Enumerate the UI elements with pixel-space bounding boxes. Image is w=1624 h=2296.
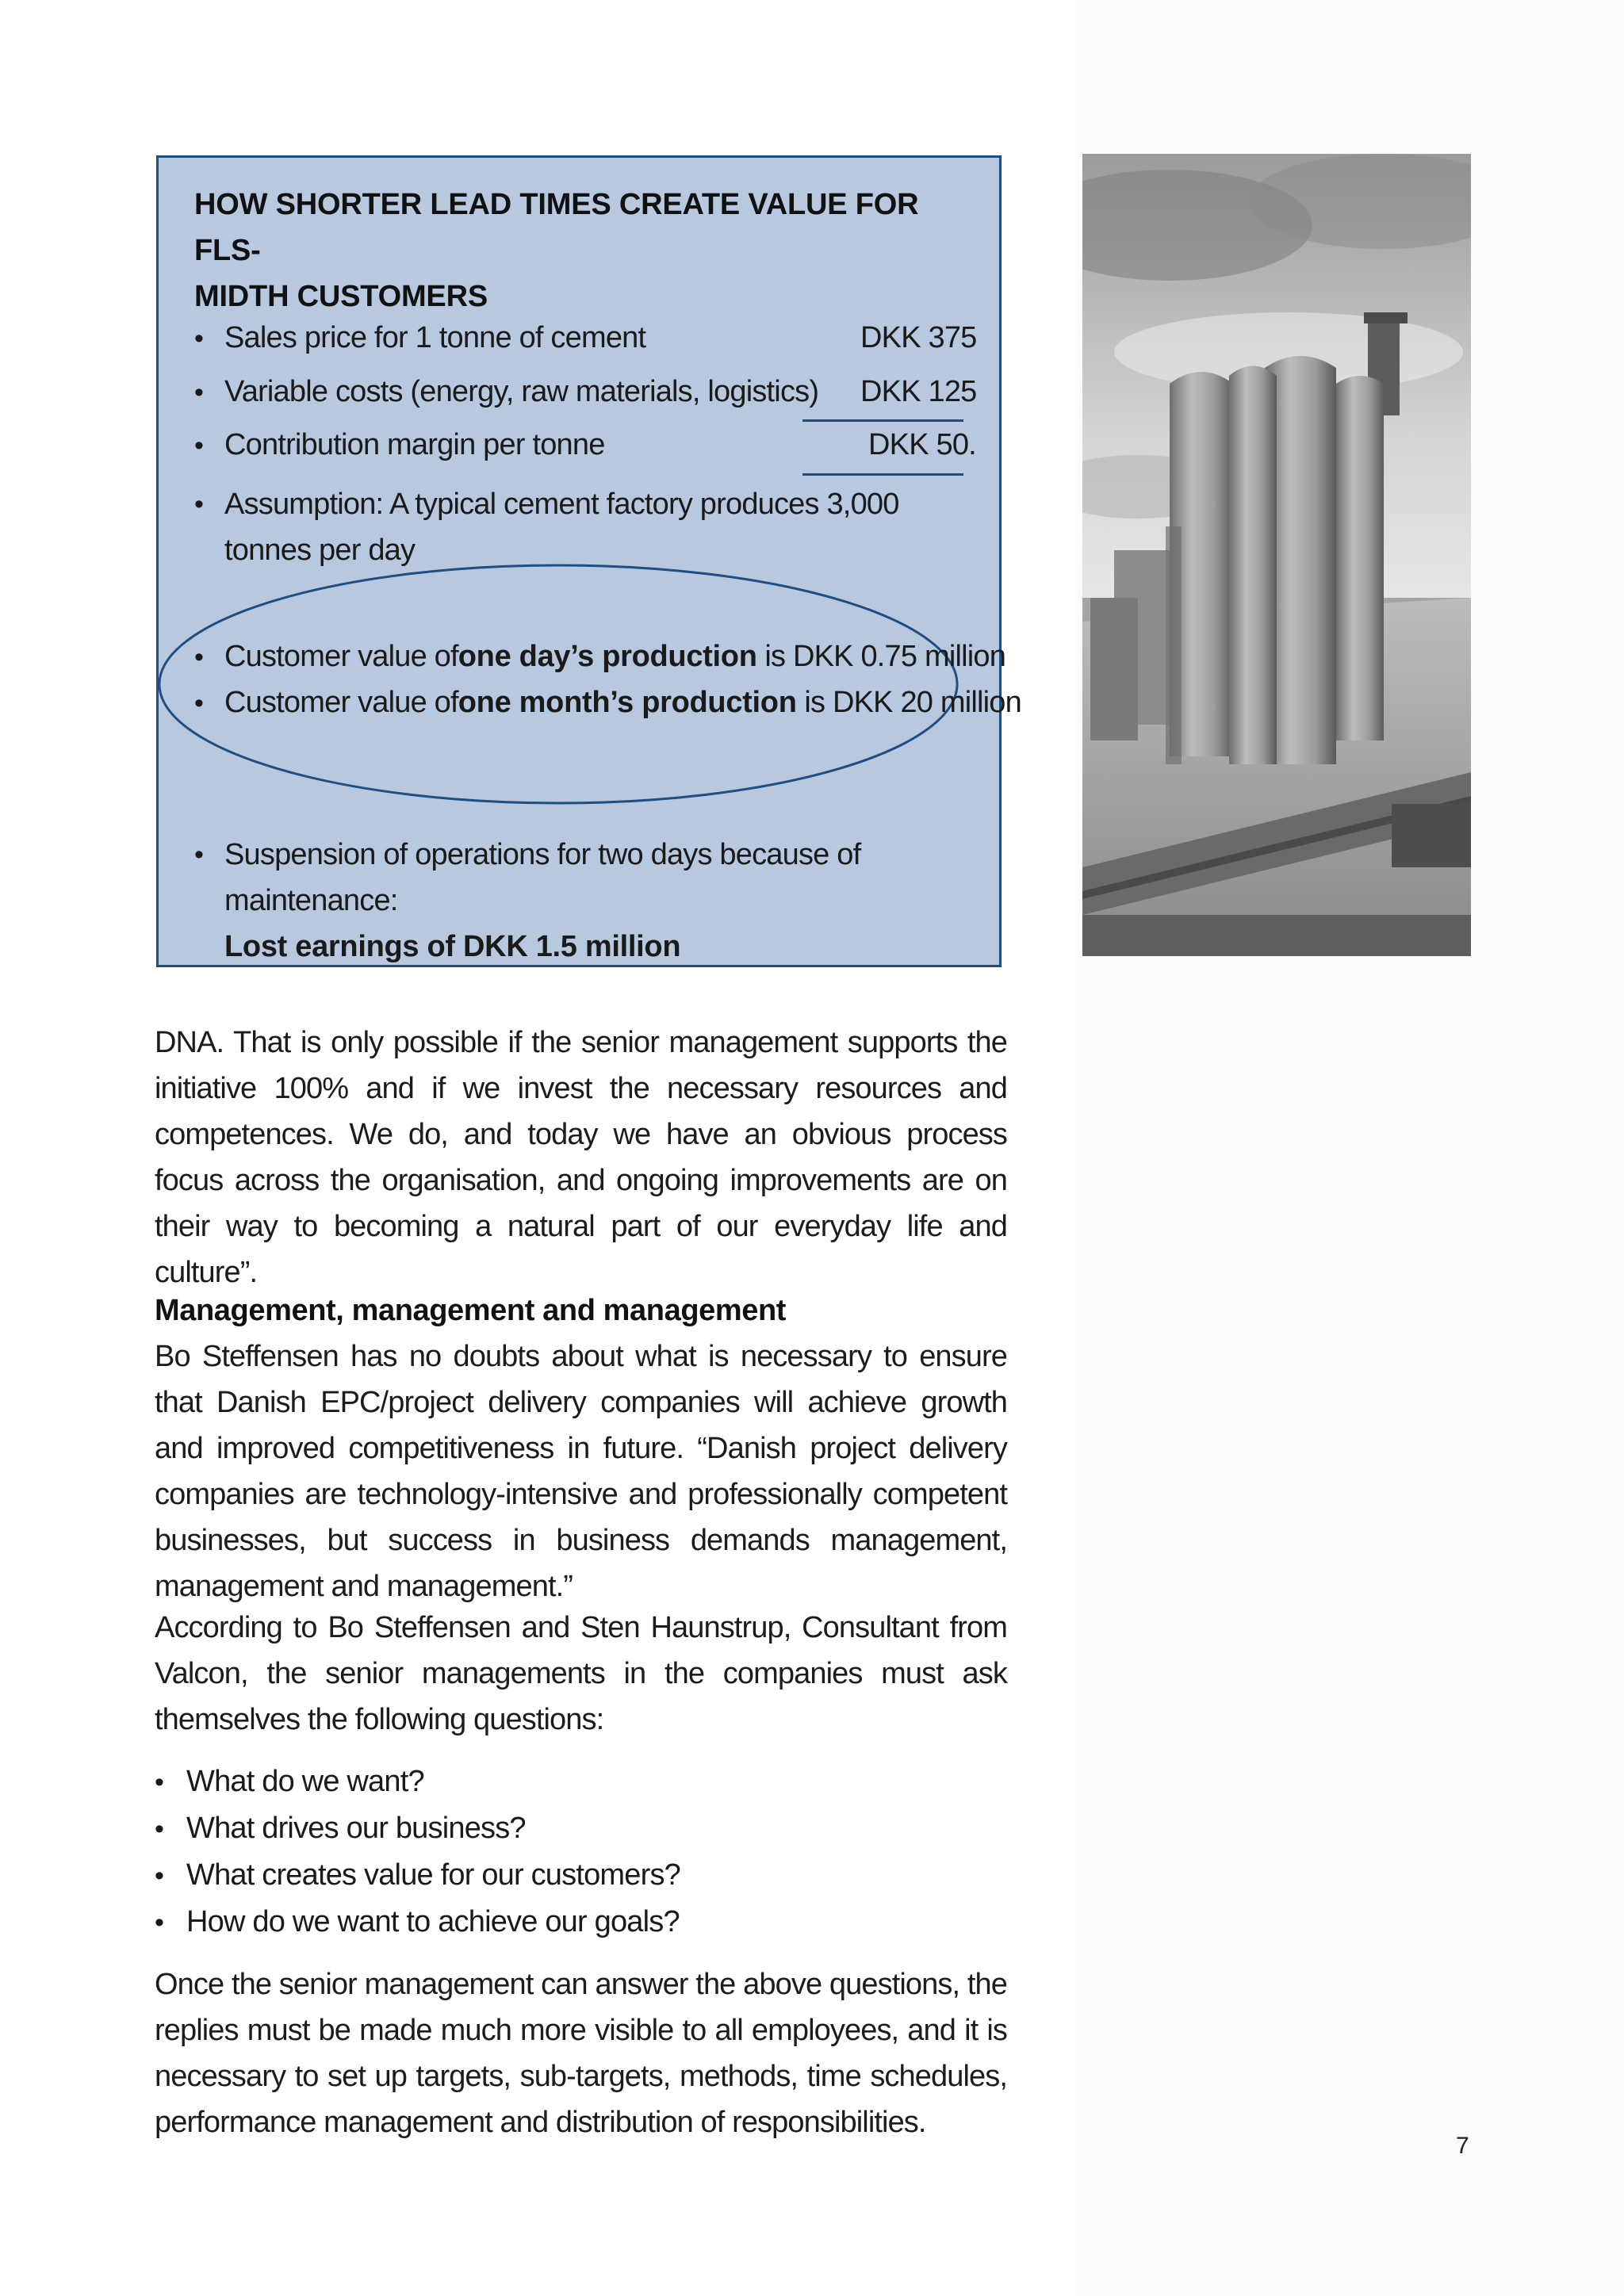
list-item: • What creates value for our customers? — [155, 1858, 681, 1892]
list-item: • What drives our business? — [155, 1812, 526, 1845]
lead-time-value-box — [156, 155, 1021, 967]
cement-silos-photo — [1082, 154, 1471, 956]
paragraph-steffensen: Bo Steffensen has no doubts about what is necessary to ensure that Danish EPC/project delivery companies will achieve growth and improved competitiveness in future. “Danish project delivery companies are technology-intensive and professionally competent businesses, but success in business demands management, management and management.” — [155, 1340, 1007, 1603]
row-sales-price: • Sales price for 1 tonne of cement DKK 375 — [194, 315, 645, 362]
list-item: • What do we want? — [155, 1765, 424, 1798]
value-one-month: • Customer value ofone month’s production is DKK 20 million — [194, 686, 1021, 719]
value-one-day: • Customer value ofone day’s production is DKK 0.75 million — [194, 640, 1006, 673]
suspension-text: • Suspension of operations for two days because of maintenance: Lost earnings of DKK 1.5 million — [224, 832, 986, 970]
row-variable-costs: • Variable costs (energy, raw materials, logistics) DKK 125 — [194, 369, 818, 415]
section-heading: Management, management and management — [155, 1294, 787, 1327]
paragraph-conclusion: Once the senior management can answer the above questions, the replies must be made much more visible to all employees, and it is necessary to set up targets, sub-targets, methods, time schedules, performance management and distribution of responsibilities. — [155, 1968, 1007, 2139]
paragraph-dna: DNA. That is only possible if the senior management supports the initiative 100% and if we invest the necessary resources and competences. We do, and today we have an obvious process focus across the organisation, and ongoing improvements are on their way to becoming a natural part of our everyday life and culture”. — [155, 1026, 1007, 1289]
page-number: 7 — [1456, 2133, 1469, 2159]
box-title: HOW SHORTER LEAD TIMES CREATE VALUE FOR FLS- MIDTH CUSTOMERS — [194, 188, 919, 313]
list-item: • How do we want to achieve our goals? — [155, 1905, 680, 1938]
lost-earnings: Lost earnings of DKK 1.5 million — [224, 930, 681, 963]
total-rule — [802, 473, 963, 476]
amount-sales-price: DKK 375 — [860, 321, 977, 354]
amount-variable-costs: DKK 125 — [860, 375, 977, 408]
amount-contribution-margin: DKK 50. — [868, 428, 976, 461]
row-contribution-margin: • Contribution margin per tonne DKK 50. — [194, 422, 605, 469]
paragraph-questions-intro: According to Bo Steffensen and Sten Haunstrup, Consultant from Valcon, the senior managements in the companies must ask themselves the following questions: — [155, 1611, 1007, 1736]
questions-list — [155, 1758, 680, 1946]
assumption-text: • Assumption: A typical cement factory produces 3,000 tonnes per day — [194, 488, 899, 567]
